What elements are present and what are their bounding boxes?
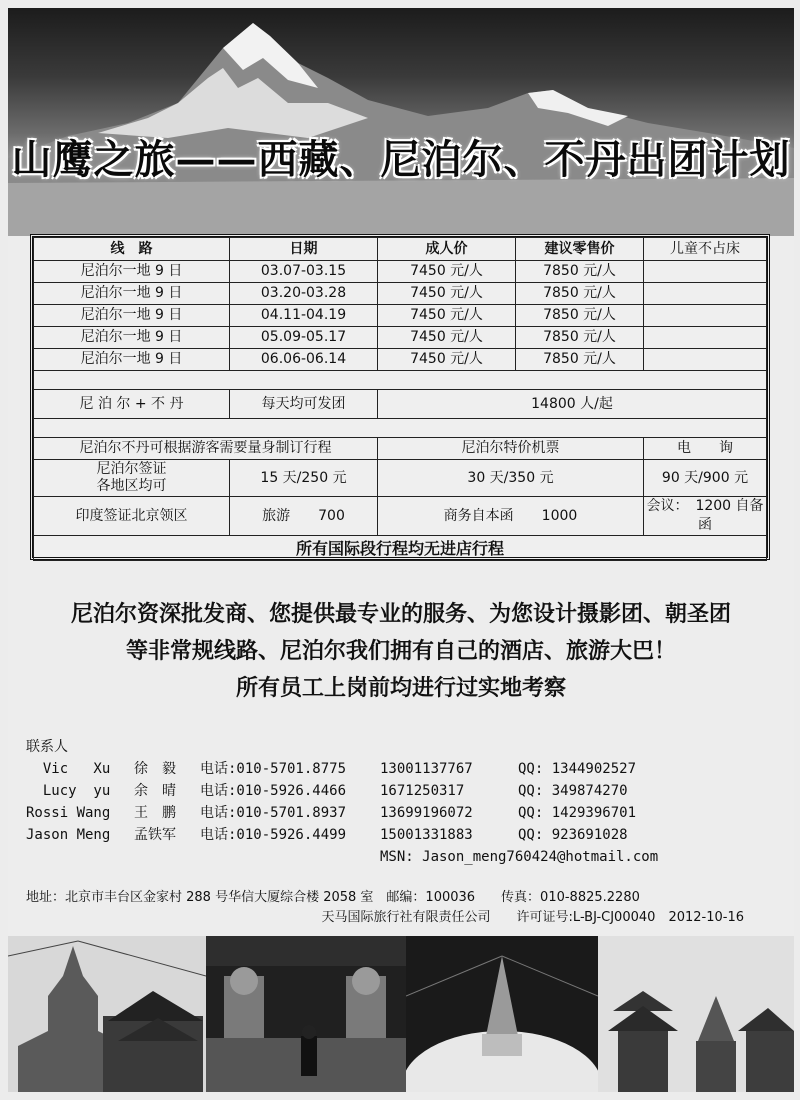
header-route: 线 路 — [34, 238, 230, 261]
child-cell — [644, 261, 767, 283]
contact-qq: QQ: 923691028 — [518, 827, 628, 843]
header-adult-price: 成人价 — [378, 238, 516, 261]
contact-en-name: Lucy yu — [26, 783, 111, 799]
header-retail-price: 建议零售价 — [516, 238, 644, 261]
contact-qq: QQ: 349874270 — [518, 783, 628, 799]
contact-row — [26, 758, 786, 780]
retail-price-cell: 7850 元/人 — [516, 283, 644, 305]
table-footer-row — [34, 536, 767, 561]
stupa-photo — [8, 936, 206, 1092]
boudhanath-stupa-photo — [406, 936, 598, 1092]
contacts-heading: 联系人 — [26, 739, 68, 755]
slogan — [8, 596, 794, 707]
retail-price-cell: 7850 元/人 — [516, 305, 644, 327]
contact-phone: 电话:010-5701.8775 — [200, 761, 347, 777]
contact-mobile: 13699196072 — [380, 805, 473, 821]
bhutan-schedule: 每天均可发团 — [230, 390, 378, 419]
custom-row — [34, 438, 767, 460]
special-airfare: 尼泊尔特价机票 — [378, 438, 644, 460]
contact-qq: QQ: 1344902527 — [518, 761, 637, 777]
spacer-cell — [34, 419, 767, 438]
child-cell — [644, 349, 767, 371]
slogan-line-3: 所有员工上岗前均进行过实地考察 — [235, 676, 566, 701]
contact-mobile: 15001331883 — [380, 827, 473, 843]
retail-price-cell: 7850 元/人 — [516, 349, 644, 371]
contact-row — [26, 802, 786, 824]
date-cell: 05.09-05.17 — [230, 327, 378, 349]
india-visa-row — [34, 497, 767, 536]
spacer-row — [34, 419, 767, 438]
slogan-line-1: 尼泊尔资深批发商、您提供最专业的服务、为您设计摄影团、朝圣团 — [70, 602, 731, 627]
table-row — [34, 261, 767, 283]
spacer-cell — [34, 371, 767, 390]
adult-price-cell: 7450 元/人 — [378, 305, 516, 327]
contact-en-name: Vic Xu — [26, 761, 111, 777]
custom-itinerary: 尼泊尔不丹可根据游客需要量身制订行程 — [34, 438, 378, 460]
contact-phone: 电话:010-5926.4499 — [200, 827, 347, 843]
slogan-line-2: 等非常规线路、尼泊尔我们拥有自己的酒店、旅游大巴！ — [125, 639, 676, 664]
contact-cn-name: 孟铁军 — [134, 827, 176, 843]
contact-cn-name: 余 晴 — [134, 783, 176, 799]
contact-phone: 电话:010-5701.8937 — [200, 805, 347, 821]
bhutan-route: 尼 泊 尔 + 不 丹 — [34, 390, 230, 419]
adult-price-cell: 7450 元/人 — [378, 327, 516, 349]
no-shopping-note: 所有国际段行程均无进店行程 — [34, 536, 767, 561]
call-inquiry: 电 询 — [644, 438, 767, 460]
table-header-row — [34, 238, 767, 261]
adult-price-cell: 7450 元/人 — [378, 261, 516, 283]
contact-cn-name: 王 鹏 — [134, 805, 176, 821]
contact-row — [26, 780, 786, 802]
nepal-visa-line2: 各地区均可 — [96, 478, 167, 494]
route-cell: 尼泊尔一地 9 日 — [34, 327, 230, 349]
child-cell — [644, 327, 767, 349]
contact-cn-name: 徐 毅 — [134, 761, 176, 777]
date-cell: 03.07-03.15 — [230, 261, 378, 283]
date-cell: 06.06-06.14 — [230, 349, 378, 371]
bhutan-price: 14800 人/起 — [378, 390, 767, 419]
india-visa-meeting: 会议： 1200 自备函 — [644, 497, 767, 536]
visa-30-days: 30 天/350 元 — [378, 460, 644, 497]
visa-15-days: 15 天/250 元 — [230, 460, 378, 497]
india-visa-label: 印度签证北京领区 — [34, 497, 230, 536]
company-name: 天马国际旅行社有限责任公司 — [321, 910, 491, 925]
india-visa-tour: 旅游 700 — [230, 497, 378, 536]
table-row — [34, 283, 767, 305]
nepal-visa-line1: 尼泊尔签证 — [96, 461, 167, 477]
contact-row — [26, 824, 786, 846]
header-date: 日期 — [230, 238, 378, 261]
header-child-no-bed: 儿童不占床 — [644, 238, 767, 261]
route-cell: 尼泊尔一地 9 日 — [34, 283, 230, 305]
table-row — [34, 327, 767, 349]
company-line — [8, 908, 794, 928]
address-line: 地址：北京市丰台区金家村 288 号华信大厦综合楼 2058 室 邮编：100036 传真：010-8825.2280 — [26, 890, 640, 905]
child-cell — [644, 305, 767, 327]
table-row — [34, 349, 767, 371]
contact-en-name: Rossi Wang — [26, 805, 111, 821]
visa-90-days: 90 天/900 元 — [644, 460, 767, 497]
contact-phone: 电话:010-5926.4466 — [200, 783, 347, 799]
contact-mobile: 13001137767 — [380, 761, 473, 777]
photo-strip — [8, 936, 794, 1092]
contact-qq: QQ: 1429396701 — [518, 805, 637, 821]
date-cell: 04.11-04.19 — [230, 305, 378, 327]
date-cell: 03.20-03.28 — [230, 283, 378, 305]
issue-date: 2012-10-16 — [668, 910, 744, 925]
route-cell: 尼泊尔一地 9 日 — [34, 261, 230, 283]
contacts — [26, 736, 786, 868]
price-table — [30, 234, 770, 560]
spacer-row — [34, 371, 767, 390]
contact-msn: MSN: Jason_meng760424@hotmail.com — [380, 849, 659, 865]
page-title: 山鹰之旅——西藏、尼泊尔、不丹出团计划 — [11, 136, 791, 183]
contact-mobile: 1671250317 — [380, 783, 465, 799]
retail-price-cell: 7850 元/人 — [516, 261, 644, 283]
adult-price-cell: 7450 元/人 — [378, 349, 516, 371]
route-cell: 尼泊尔一地 9 日 — [34, 349, 230, 371]
retail-price-cell: 7850 元/人 — [516, 327, 644, 349]
contact-en-name: Jason Meng — [26, 827, 111, 843]
adult-price-cell: 7450 元/人 — [378, 283, 516, 305]
poster — [8, 8, 794, 1092]
route-cell: 尼泊尔一地 9 日 — [34, 305, 230, 327]
mountain-image — [8, 8, 794, 236]
bhutan-row — [34, 390, 767, 419]
nepal-visa-row — [34, 460, 767, 497]
license-number: 许可证号:L-BJ-CJ00040 — [516, 910, 656, 925]
temple-guardians-photo — [206, 936, 406, 1092]
india-visa-business: 商务自本函 1000 — [378, 497, 644, 536]
mountain-header — [8, 8, 794, 236]
pagoda-photo — [598, 936, 794, 1092]
nepal-visa-label — [34, 460, 230, 497]
table-row — [34, 305, 767, 327]
child-cell — [644, 283, 767, 305]
